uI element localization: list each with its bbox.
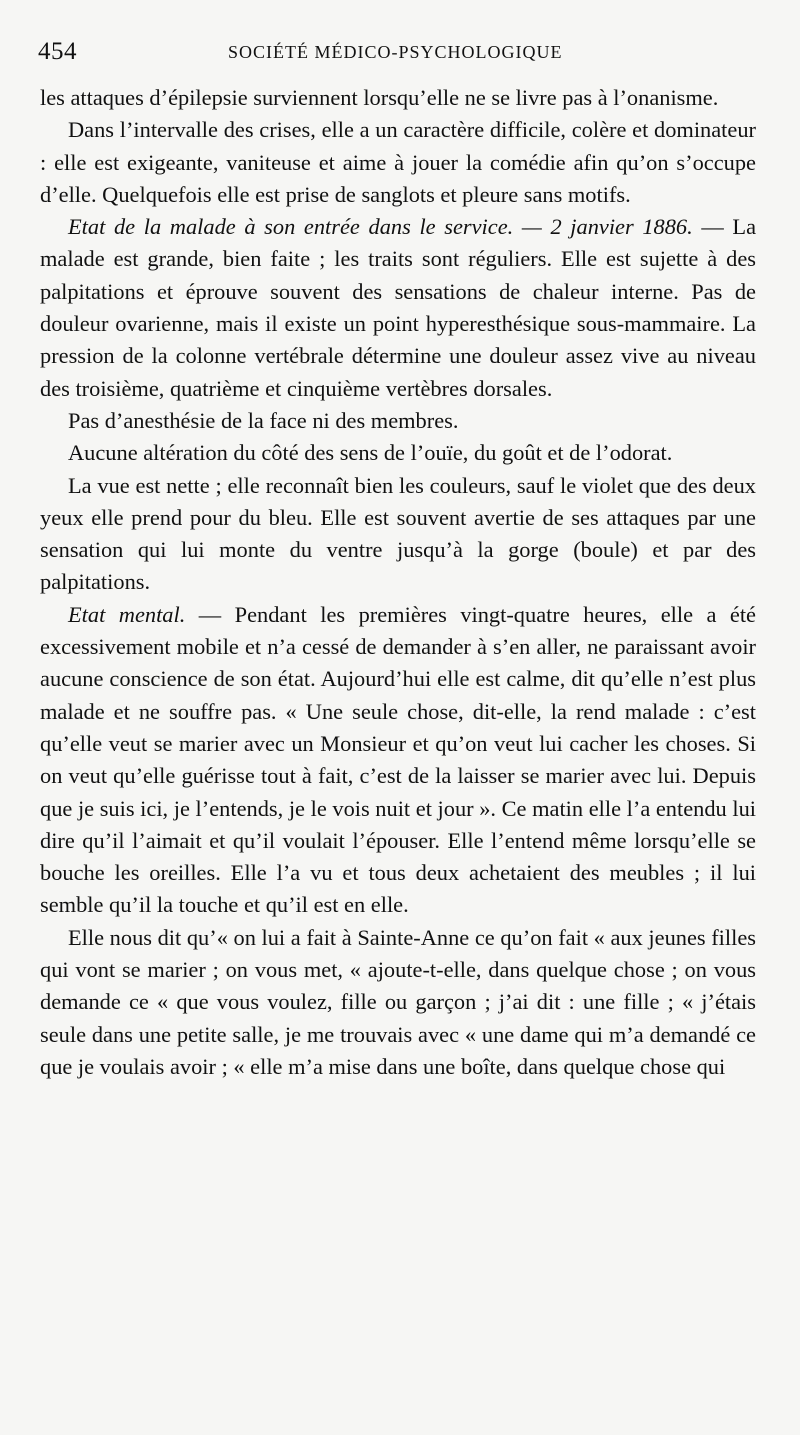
paragraph-1: les attaques d’épilepsie surviennent lorsqu’elle ne se livre pas à l’onanisme. <box>40 85 719 110</box>
running-head: SOCIÉTÉ MÉDICO-PSYCHOLOGIQUE <box>228 42 563 62</box>
paragraph-3 <box>40 211 756 405</box>
paragraph-7 <box>40 599 756 922</box>
mental-state-text: — Pendant les premières vingt-quatre heures, elle a été excessivement mobile et n’a cessé de demander à s’en aller, ne paraissant avoir aucune conscience de son état. Aujourd’hui elle est calme, dit qu’elle n’est plus malade et ne souffre pas. « Une seule chose, dit-elle, la rend malade : c’est qu’elle veut se marier avec un Monsieur et qu’on veut lui cacher les choses. Si on veut qu’elle guérisse tout à fait, c’est de la laisser se marier avec lui. Depuis que je suis ici, je l’entends, je le vois nuit et jour ». Ce matin elle l’a entendu lui dire qu’il l’aimait et qu’il voulait l’épouser. Elle l’entend même lorsqu’elle se bouche les oreilles. Elle l’a vu et tous deux achetaient des meubles ; il lui semble qu’il la touche et qu’il est en elle. <box>40 601 756 918</box>
body-text <box>40 82 756 1083</box>
paragraph-4: Pas d’anesthésie de la face ni des membres. <box>68 407 459 433</box>
paragraph-6: La vue est nette ; elle reconnaît bien les couleurs, sauf le violet que des deux yeux elle prend pour du bleu. Elle est souvent avertie de ses attaques par une sensation qui lui monte du ventre jusqu’à la gorge (boule) et par des palpitations. <box>40 472 756 595</box>
section-heading-mental-state: Etat mental. <box>68 601 186 627</box>
admission-text: — La malade est grande, bien faite ; les traits sont réguliers. Elle est sujette à des palpitations et éprouve souvent des sensations de chaleur interne. Pas de douleur ovarienne, mais il existe un point hyperesthésique sous-mammaire. La pression de la colonne vertébrale détermine une douleur assez vive au niveau des troisième, quatrième et cinquième vertèbres dorsales. <box>40 214 757 401</box>
admission-date: — 2 janvier 1886. <box>513 214 693 240</box>
paragraph-8: Elle nous dit qu’« on lui a fait à Sainte-Anne ce qu’on fait « aux jeunes filles qui vont se marier ; on vous met, « ajoute-t-elle, dans quelque chose ; on vous demande ce « que vous voulez, fille ou garçon ; j’ai dit : une fille ; « j’étais seule dans une petite salle, je me trouvais avec « une dame qui m’a demandé ce que je voulais avoir ; « elle m’a mise dans une boîte, dans quelque chose qui <box>40 924 756 1079</box>
paragraph-2: Dans l’intervalle des crises, elle a un caractère difficile, colère et dominateur : elle est exigeante, vaniteuse et aime à jouer la comédie afin qu’on s’occupe d’elle. Quelquefois elle est prise de sanglots et pleure sans motifs. <box>40 117 756 207</box>
page-number: 454 <box>38 38 77 65</box>
section-heading-admission: Etat de la malade à son entrée dans le service. <box>68 214 514 240</box>
page-header <box>38 38 766 70</box>
paragraph-5: Aucune altération du côté des sens de l’ouïe, du goût et de l’odorat. <box>68 440 673 466</box>
